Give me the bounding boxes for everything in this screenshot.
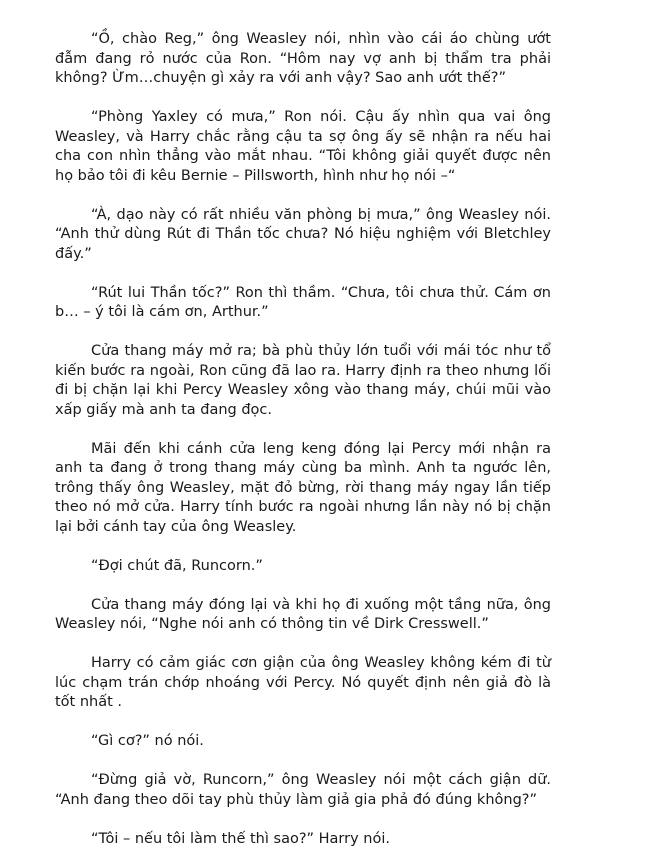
paragraph-7: “Đợi chút đã, Runcorn.”	[55, 557, 551, 577]
paragraph-6: Mãi đến khi cánh cửa leng keng đóng lại Percy mới nhận ra anh ta đang ở trong thang máy cùng ba mình. Anh ta ngước lên, trông thấy ông Weasley, mặt đỏ bừng, rời thang máy ngay lần tiếp theo nó mở cửa. Harry tính bước ra ngoài nhưng lần này nó bị chặn lại bởi cánh tay của ông Weasley.	[55, 440, 551, 538]
paragraph-2: “Phòng Yaxley có mưa,” Ron nói. Cậu ấy nhìn qua vai ông Weasley, và Harry chắc rằng cậu ta sợ ông ấy sẽ nhận ra nếu hai cha con nhìn thẳng vào mắt nhau. “Tôi không giải quyết được nên họ bảo tôi đi kêu Bernie – Pillsworth, hình như họ nói –“	[55, 108, 551, 186]
paragraph-3: “À, dạo này có rất nhiều văn phòng bị mưa,” ông Weasley nói. “Anh thử dùng Rút đi Thần tốc chưa? Nó hiệu nghiệm với Bletchley đấy.”	[55, 206, 551, 265]
paragraph-4: “Rút lui Thần tốc?” Ron thì thầm. “Chưa, tôi chưa thử. Cám ơn b… – ý tôi là cám ơn, Arthur.”	[55, 284, 551, 323]
paragraph-9: Harry có cảm giác cơn giận của ông Weasley không kém đi từ lúc chạm trán chớp nhoáng với Percy. Nó quyết định nên giả đò là tốt nhất .	[55, 654, 551, 713]
paragraph-1: “Ồ, chào Reg,” ông Weasley nói, nhìn vào cái áo chùng ướt đẫm đang rỏ nước của Ron. “Hôm nay vợ anh bị thẩm tra phải không? Ừm…chuyện gì xảy ra với anh vậy? Sao anh ướt thế?”	[55, 30, 551, 89]
paragraph-8: Cửa thang máy đóng lại và khi họ đi xuống một tầng nữa, ông Weasley nói, “Nghe nói anh có thông tin về Dirk Cresswell.”	[55, 596, 551, 635]
document-body	[55, 30, 551, 849]
paragraph-10: “Gì cơ?” nó nói.	[55, 732, 551, 752]
paragraph-5: Cửa thang máy mở ra; bà phù thủy lớn tuổi với mái tóc như tổ kiến bước ra ngoài, Ron cũng đã lao ra. Harry định ra theo nhưng lối đi bị chặn lại khi Percy Weasley xông vào thang máy, chúi mũi vào xấp giấy mà anh ta đang đọc.	[55, 342, 551, 420]
paragraph-12: “Tôi – nếu tôi làm thế thì sao?” Harry nói.	[55, 830, 551, 849]
paragraph-11: “Đừng giả vờ, Runcorn,” ông Weasley nói một cách giận dữ. “Anh đang theo dõi tay phù thủy làm giả gia phả đó đúng không?”	[55, 771, 551, 810]
